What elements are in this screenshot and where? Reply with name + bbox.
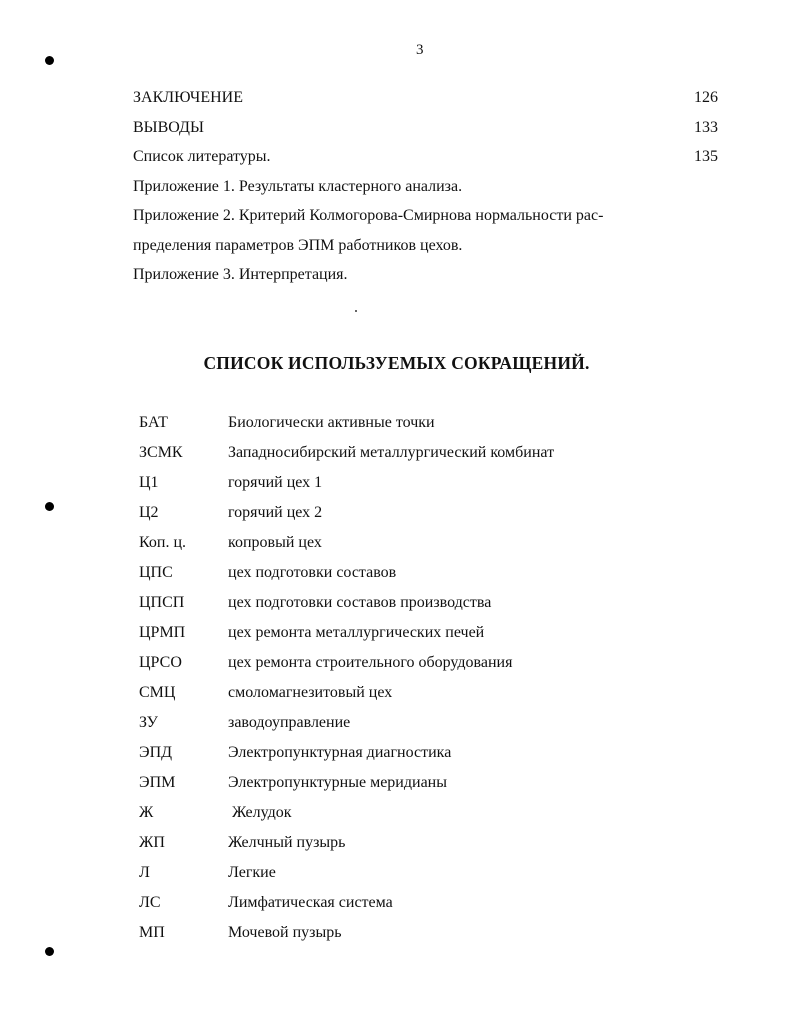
abbreviation-code: ЭПМ — [139, 774, 176, 791]
abbreviation-description: горячий цех 1 — [228, 474, 323, 491]
page-number: 3 — [416, 42, 424, 58]
toc-entry-title: Приложение 1. Результаты кластерного анализа. — [133, 177, 463, 195]
toc-entry — [133, 264, 718, 294]
abbreviation-description: Биологически активные точки — [228, 414, 435, 431]
abbreviation-description: цех подготовки составов производства — [228, 594, 492, 611]
table-of-contents — [133, 87, 718, 294]
abbreviation-code: ЦПСП — [139, 594, 185, 611]
toc-entry-title: ЗАКЛЮЧЕНИЕ — [133, 89, 243, 106]
toc-entry-title: Приложение 3. Интерпретация. — [133, 266, 348, 283]
toc-entry-page: 133 — [694, 118, 718, 136]
abbreviation-description: Легкие — [228, 864, 276, 881]
stray-dot — [355, 310, 357, 312]
abbreviation-code: ЖП — [139, 834, 165, 851]
abbreviation-code: СМЦ — [139, 684, 176, 701]
toc-entry — [133, 117, 718, 147]
abbreviation-description: цех ремонта строительного оборудования — [228, 654, 513, 671]
abbreviation-description: Западносибирский металлургический комбинат — [228, 444, 555, 461]
abbreviation-description: Желудок — [228, 804, 292, 821]
abbreviation-code: Л — [139, 864, 150, 881]
abbreviation-description: Мочевой пузырь — [228, 924, 342, 941]
abbreviation-code: Ц1 — [139, 474, 159, 491]
abbreviation-code: Ц2 — [139, 504, 159, 521]
abbreviation-description: цех подготовки составов — [228, 564, 397, 581]
abbreviations-title: СПИСОК ИСПОЛЬЗУЕМЫХ СОКРАЩЕНИЙ. — [203, 353, 590, 373]
toc-entry — [133, 176, 718, 206]
toc-entry-title: ВЫВОДЫ — [133, 118, 204, 136]
abbreviation-code: Коп. ц. — [139, 534, 186, 551]
toc-entry — [133, 205, 718, 235]
toc-entry-title: Приложение 2. Критерий Колмогорова-Смирнова нормальности рас- — [133, 207, 604, 224]
abbreviation-description: Электропунктурная диагностика — [228, 744, 452, 761]
abbreviation-description: Электропунктурные меридианы — [228, 774, 447, 791]
abbreviation-description: копровый цех — [228, 534, 322, 551]
abbreviation-code: ЛС — [139, 894, 161, 911]
abbreviation-code: ЦРМП — [139, 624, 186, 641]
abbreviation-code: ЗСМК — [139, 444, 183, 461]
toc-entry — [133, 87, 718, 117]
abbreviation-code: ЦРСО — [139, 654, 182, 671]
abbreviation-code: ЭПД — [139, 744, 173, 761]
abbreviation-code: Ж — [139, 804, 154, 821]
toc-entry-page: 135 — [694, 148, 718, 165]
abbreviation-description: заводоуправление — [228, 714, 351, 731]
toc-entry-title: Список литературы. — [133, 148, 271, 165]
abbreviation-description: Желчный пузырь — [228, 834, 346, 851]
toc-entry-continuation — [133, 235, 718, 265]
abbreviation-description: смоломагнезитовый цех — [228, 684, 393, 701]
toc-entry-page: 126 — [694, 89, 718, 106]
abbreviation-description: горячий цех 2 — [228, 504, 323, 521]
abbreviation-description: Лимфатическая система — [228, 894, 393, 911]
toc-entry — [133, 146, 718, 176]
abbreviation-code: ЦПС — [139, 564, 173, 581]
binding-hole-mark — [45, 947, 54, 956]
binding-hole-mark — [45, 56, 54, 65]
binding-hole-mark — [45, 502, 54, 511]
abbreviation-description: цех ремонта металлургических печей — [228, 624, 485, 641]
abbreviation-code: ЗУ — [139, 714, 158, 731]
toc-entry-title: пределения параметров ЭПМ работников цехов. — [133, 236, 463, 254]
abbreviation-code: МП — [139, 924, 165, 941]
abbreviation-code: БАТ — [139, 414, 168, 431]
